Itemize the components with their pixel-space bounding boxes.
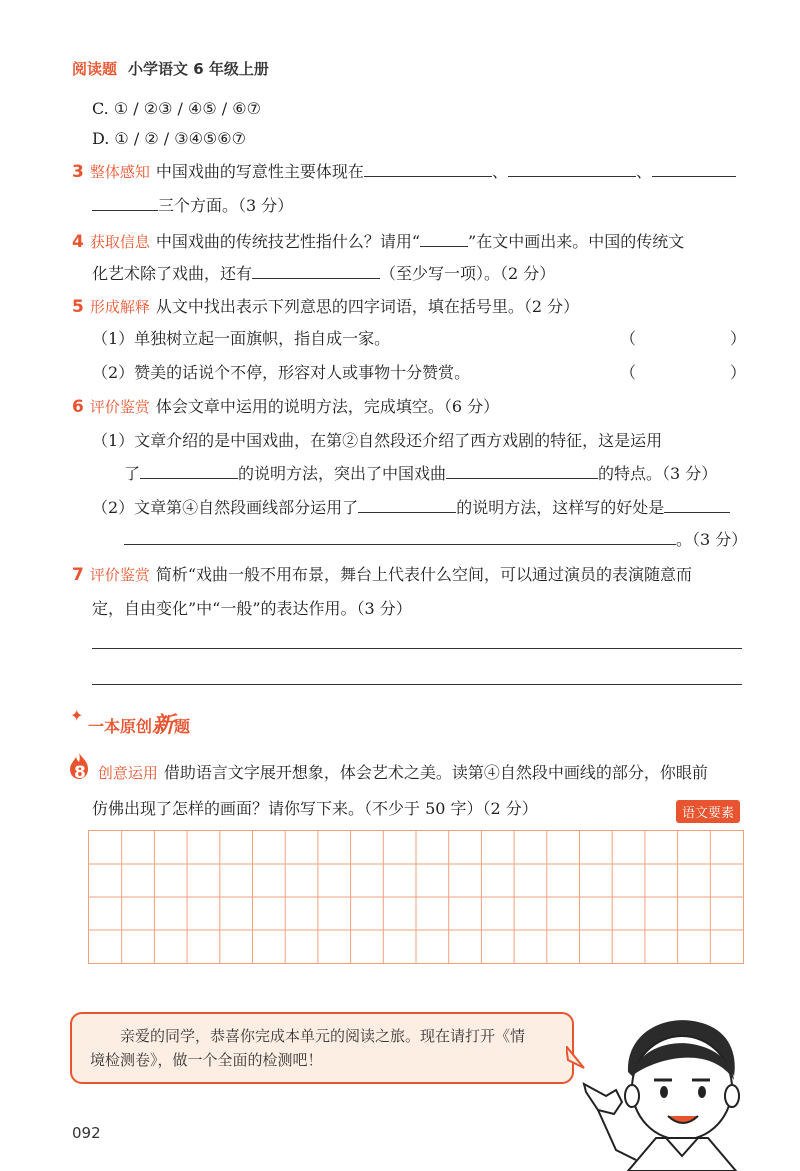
section-title-suffix: 题	[174, 717, 191, 736]
question-7-line2: 定，自由变化”中“一般”的表达作用。（3 分）	[92, 599, 412, 618]
blank[interactable]	[140, 462, 238, 479]
section-title-highlight: 新	[152, 713, 175, 738]
sparkle-icon: ✦	[70, 706, 84, 725]
question-5-item-1: （1）单独树立起一面旗帜，指自成一家。	[92, 329, 391, 348]
skill-badge: 语文要素	[676, 800, 740, 823]
paren-close: ）	[730, 329, 747, 348]
question-tag: 获取信息	[89, 233, 150, 251]
question-7	[72, 564, 692, 586]
question-8	[72, 762, 708, 784]
question-5-item-2: （2）赞美的话说个不停，形容对人或事物十分赞赏。	[92, 363, 471, 382]
question-tag: 形成解释	[89, 298, 150, 316]
question-text: 的说明方法，突出了中国戏曲	[238, 464, 447, 483]
section-title-prefix: 一本原创	[88, 717, 153, 736]
question-text: 简析“戏曲一般不用布景，舞台上代表什么空间，可以通过演员的表演随意而	[155, 565, 693, 584]
paren-open: （	[620, 363, 637, 382]
question-number: 3	[72, 162, 84, 182]
option-d: D. ① / ② / ③④⑤⑥⑦	[92, 129, 246, 148]
page-number: 092	[72, 1124, 101, 1142]
bubble-line-1: 亲爱的同学，恭喜你完成本单元的阅读之旅。现在请打开《情	[120, 1027, 526, 1045]
question-text: 借助语言文字展开想象，体会艺术之美。读第④自然段中画线的部分，你眼前	[163, 763, 708, 782]
question-tag: 评价鉴赏	[89, 398, 150, 416]
question-number: 4	[72, 232, 84, 252]
boy-illustration	[576, 1010, 780, 1171]
paren-open: （	[620, 329, 637, 348]
question-number: 7	[72, 565, 84, 585]
question-3	[72, 160, 736, 183]
blank[interactable]	[252, 262, 380, 279]
blank[interactable]	[358, 496, 456, 513]
blank[interactable]	[664, 496, 730, 513]
section-tag: 阅读题	[72, 60, 118, 78]
paren-close: ）	[730, 363, 747, 382]
section-title	[88, 708, 190, 739]
question-text: ”在文中画出来。中国的传统文	[468, 232, 685, 251]
question-6-item-1: （1）文章介绍的是中国戏曲，在第②自然段还介绍了西方戏剧的特征，这是运用	[92, 431, 663, 450]
question-6-item-2-line2	[124, 528, 747, 551]
book-title: 小学语文 6 年级上册	[128, 60, 269, 78]
answer-line[interactable]	[92, 684, 742, 685]
question-5	[72, 296, 579, 318]
question-text: 中国戏曲的写意性主要体现在	[155, 162, 364, 181]
question-text: 体会文章中运用的说明方法，完成填空。（6 分）	[155, 397, 500, 416]
blank[interactable]	[92, 194, 158, 211]
question-text: 从文中找出表示下列意思的四字词语，填在括号里。（2 分）	[155, 297, 580, 316]
blank[interactable]	[652, 160, 736, 177]
question-text: 三个方面。（3 分）	[158, 196, 294, 215]
question-tag: 评价鉴赏	[89, 566, 150, 584]
question-6-item-2	[92, 496, 730, 519]
question-tag: 整体感知	[89, 163, 150, 181]
separator: 、	[635, 162, 652, 181]
bubble-line-2: 境检测卷》，做一个全面的检测吧！	[90, 1051, 323, 1069]
option-c: C. ① / ②③ / ④⑤ / ⑥⑦	[92, 99, 261, 118]
question-text: 了	[124, 464, 141, 483]
blank[interactable]	[364, 160, 492, 177]
question-text: 化艺术除了戏曲，还有	[92, 264, 253, 283]
blank[interactable]	[420, 230, 468, 247]
question-3-line2	[92, 194, 293, 217]
question-tag: 创意运用	[97, 764, 158, 782]
question-number: 5	[72, 297, 84, 317]
question-6-item-1-line2	[124, 462, 717, 485]
question-4	[72, 230, 684, 253]
question-text: 的说明方法，这样写的好处是	[456, 498, 665, 517]
answer-line[interactable]	[92, 648, 742, 649]
question-text: 。（3 分）	[676, 530, 748, 549]
question-8-line2: 仿佛出现了怎样的画面？请你写下来。（不少于 50 字）（2 分）	[92, 799, 538, 818]
question-number: 6	[72, 397, 84, 417]
question-text: 的特点。（3 分）	[598, 464, 718, 483]
question-text: （至少写一项）。（2 分）	[380, 264, 556, 283]
question-text: 中国戏曲的传统技艺性指什么？请用“	[155, 232, 421, 251]
question-number: 8	[74, 763, 86, 783]
blank[interactable]	[446, 462, 598, 479]
speech-bubble	[70, 1012, 574, 1084]
writing-grid[interactable]	[88, 830, 744, 964]
blank[interactable]	[124, 528, 676, 545]
question-4-line2	[92, 262, 555, 285]
separator: 、	[491, 162, 508, 181]
question-text: （2）文章第④自然段画线部分运用了	[92, 498, 359, 517]
question-6	[72, 396, 499, 418]
blank[interactable]	[508, 160, 636, 177]
